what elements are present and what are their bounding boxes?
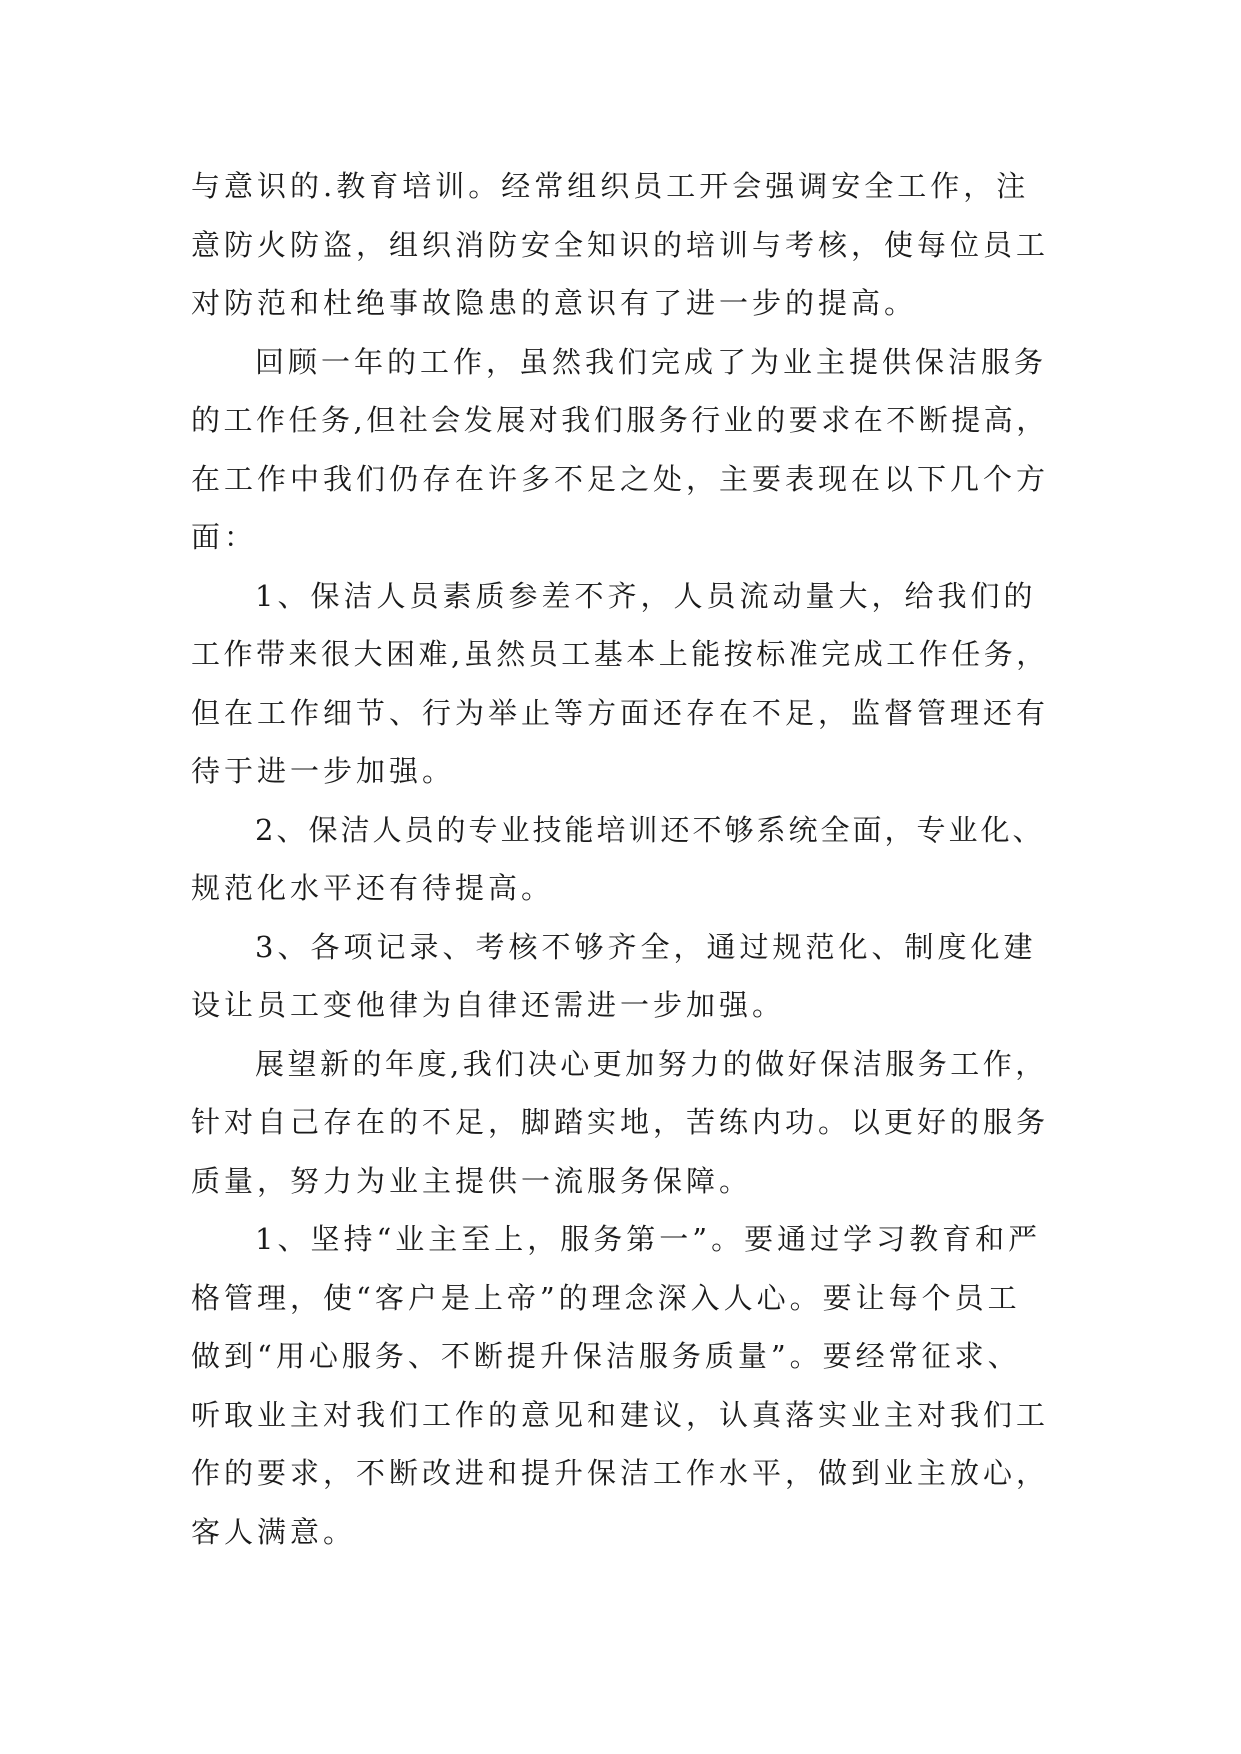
text-line: 针对自己存在的不足，脚踏实地，苦练内功。以更好的服务 bbox=[191, 1105, 1050, 1139]
document-body bbox=[191, 157, 1051, 1561]
text-line: 质量，努力为业主提供一流服务保障。 bbox=[191, 1163, 753, 1198]
text-line: 与意识的.教育培训。经常组织员工开会强调安全工作，注 bbox=[191, 169, 1030, 203]
text-line: 1、保洁人员素质参差不齐，人员流动量大，给我们的 bbox=[255, 578, 1037, 613]
text-line: 2、保洁人员的专业技能培训还不够系统全面，专业化、 bbox=[255, 812, 1045, 847]
text-line: 作的要求，不断改进和提升保洁工作水平，做到业主放心， bbox=[191, 1456, 1050, 1490]
text-line: 意防火防盗，组织消防安全知识的培训与考核，使每位员工 bbox=[191, 227, 1050, 262]
text-line: 展望新的年度,我们决心更加努力的做好保洁服务工作， bbox=[255, 1046, 1048, 1081]
text-line: 工作带来很大困难,虽然员工基本上能按标准完成工作任务， bbox=[191, 637, 1049, 671]
text-line: 3、各项记录、考核不够齐全，通过规范化、制度化建 bbox=[255, 929, 1037, 964]
text-line: 的工作任务,但社会发展对我们服务行业的要求在不断提高， bbox=[191, 403, 1049, 437]
text-line: 规范化水平还有待提高。 bbox=[191, 871, 555, 905]
text-line: 待于进一步加强。 bbox=[191, 754, 456, 788]
text-line: 对防范和杜绝事故隐患的意识有了进一步的提高。 bbox=[191, 286, 918, 320]
text-line: 格管理，使“客户是上帝”的理念深入人心。要让每个员工 bbox=[191, 1280, 1021, 1315]
text-line: 回顾一年的工作，虽然我们完成了为业主提供保洁服务 bbox=[255, 344, 1048, 379]
text-line: 设让员工变他律为自律还需进一步加强。 bbox=[191, 988, 786, 1022]
text-line: 1、坚持“业主至上，服务第一”。要通过学习教育和严 bbox=[255, 1222, 1042, 1256]
text-line: 客人满意。 bbox=[191, 1514, 357, 1549]
text-line: 在工作中我们仍存在许多不足之处，主要表现在以下几个方 bbox=[191, 461, 1050, 496]
text-line: 但在工作细节、行为举止等方面还存在不足，监督管理还有 bbox=[191, 695, 1050, 730]
text-line: 做到“用心服务、不断提升保洁服务质量”。要经常征求、 bbox=[191, 1339, 1021, 1373]
text-line: 听取业主对我们工作的意见和建议，认真落实业主对我们工 bbox=[191, 1397, 1050, 1432]
text-line: 面： bbox=[191, 520, 258, 554]
